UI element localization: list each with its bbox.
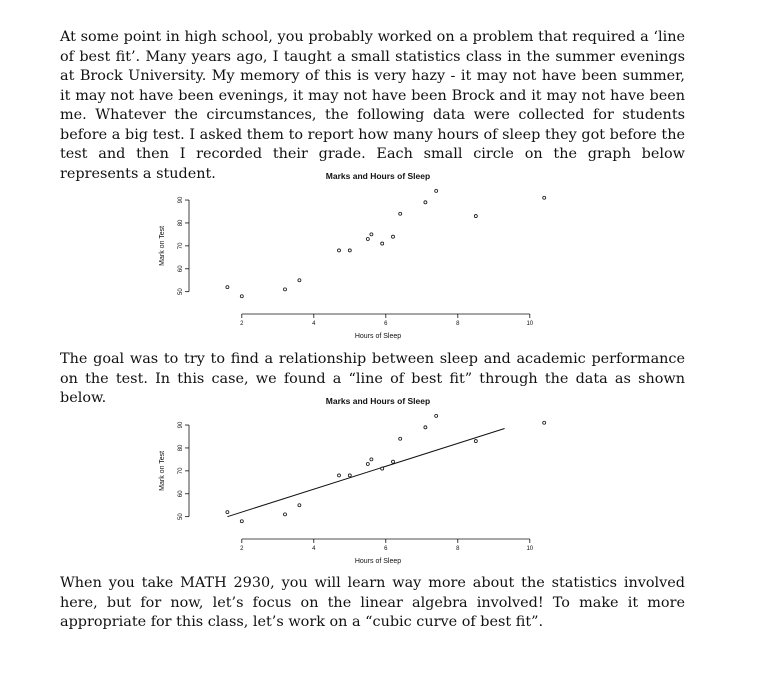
- x-tick-label: 8: [456, 546, 460, 552]
- y-tick-label: 70: [178, 242, 184, 250]
- fit-line: [227, 428, 504, 516]
- x-axis-label: Hours of Sleep: [354, 333, 402, 340]
- data-point: [392, 460, 395, 463]
- data-point: [348, 249, 351, 252]
- data-point: [348, 474, 351, 477]
- scatter-chart-raw: [150, 168, 570, 348]
- x-tick-label: 2: [240, 546, 244, 552]
- y-tick-label: 80: [178, 444, 184, 452]
- data-point: [370, 233, 373, 236]
- data-point: [298, 279, 301, 282]
- data-point: [284, 513, 287, 516]
- conclusion-paragraph: When you take MATH 2930, you will learn way more about the statistics involved here, but for now, let’s focus on the linear algebra involved! To make it more appropriate for this class, let’s work on a “cubic curve of best fit”.: [60, 575, 685, 630]
- y-tick-label: 90: [178, 196, 184, 204]
- data-point: [474, 440, 477, 443]
- x-tick-label: 6: [384, 546, 388, 552]
- y-axis-label: Mark on Test: [159, 450, 166, 491]
- x-tick-label: 6: [384, 321, 388, 327]
- y-tick-label: 70: [178, 467, 184, 475]
- data-point: [298, 504, 301, 507]
- data-point: [366, 237, 369, 240]
- data-point: [543, 421, 546, 424]
- x-axis-label: Hours of Sleep: [354, 558, 402, 565]
- y-tick-label: 50: [178, 513, 184, 521]
- data-point: [226, 286, 229, 289]
- data-point: [240, 520, 243, 523]
- scatter-chart-fit: [150, 393, 570, 573]
- x-tick-label: 10: [526, 546, 534, 552]
- x-tick-label: 8: [456, 321, 460, 327]
- intro-paragraph: At some point in high school, you probably worked on a problem that required a ‘line of best fit’. Many years ago, I taught a small statistics class in the summer evenings at Brock University. My memory of this is very hazy - it may not have been summer, it may not have been evenings, it may not have been Brock and it may not have been me. Whatever the circumstances, the following data were collected for students before a big test. I asked them to report how many hours of sleep they got before the test and then I recorded their grade. Each small circle on the graph below represents a student.: [60, 29, 685, 182]
- y-axis-label: Mark on Test: [159, 225, 166, 266]
- data-point: [370, 458, 373, 461]
- chart-title: Marks and Hours of Sleep: [325, 171, 431, 181]
- data-point: [366, 462, 369, 465]
- data-point: [338, 474, 341, 477]
- data-point: [435, 414, 438, 417]
- data-point: [240, 295, 243, 298]
- data-point: [399, 437, 402, 440]
- x-tick-label: 4: [312, 546, 316, 552]
- data-point: [424, 426, 427, 429]
- data-point: [381, 467, 384, 470]
- data-point: [381, 242, 384, 245]
- x-tick-label: 10: [526, 321, 534, 327]
- data-point: [226, 511, 229, 514]
- data-point: [399, 212, 402, 215]
- y-tick-label: 60: [178, 265, 184, 273]
- y-tick-label: 50: [178, 288, 184, 296]
- x-tick-label: 4: [312, 321, 316, 327]
- y-tick-label: 80: [178, 219, 184, 227]
- data-point: [474, 215, 477, 218]
- data-point: [543, 196, 546, 199]
- data-point: [424, 201, 427, 204]
- data-point: [435, 189, 438, 192]
- chart-title: Marks and Hours of Sleep: [325, 396, 431, 406]
- y-tick-label: 90: [178, 421, 184, 429]
- y-tick-label: 60: [178, 490, 184, 498]
- data-point: [392, 235, 395, 238]
- goal-paragraph: The goal was to try to find a relationship between sleep and academic performance on the test. In this case, we found a “line of best fit” through the data as shown below.: [60, 351, 685, 406]
- data-point: [338, 249, 341, 252]
- x-tick-label: 2: [240, 321, 244, 327]
- data-point: [284, 288, 287, 291]
